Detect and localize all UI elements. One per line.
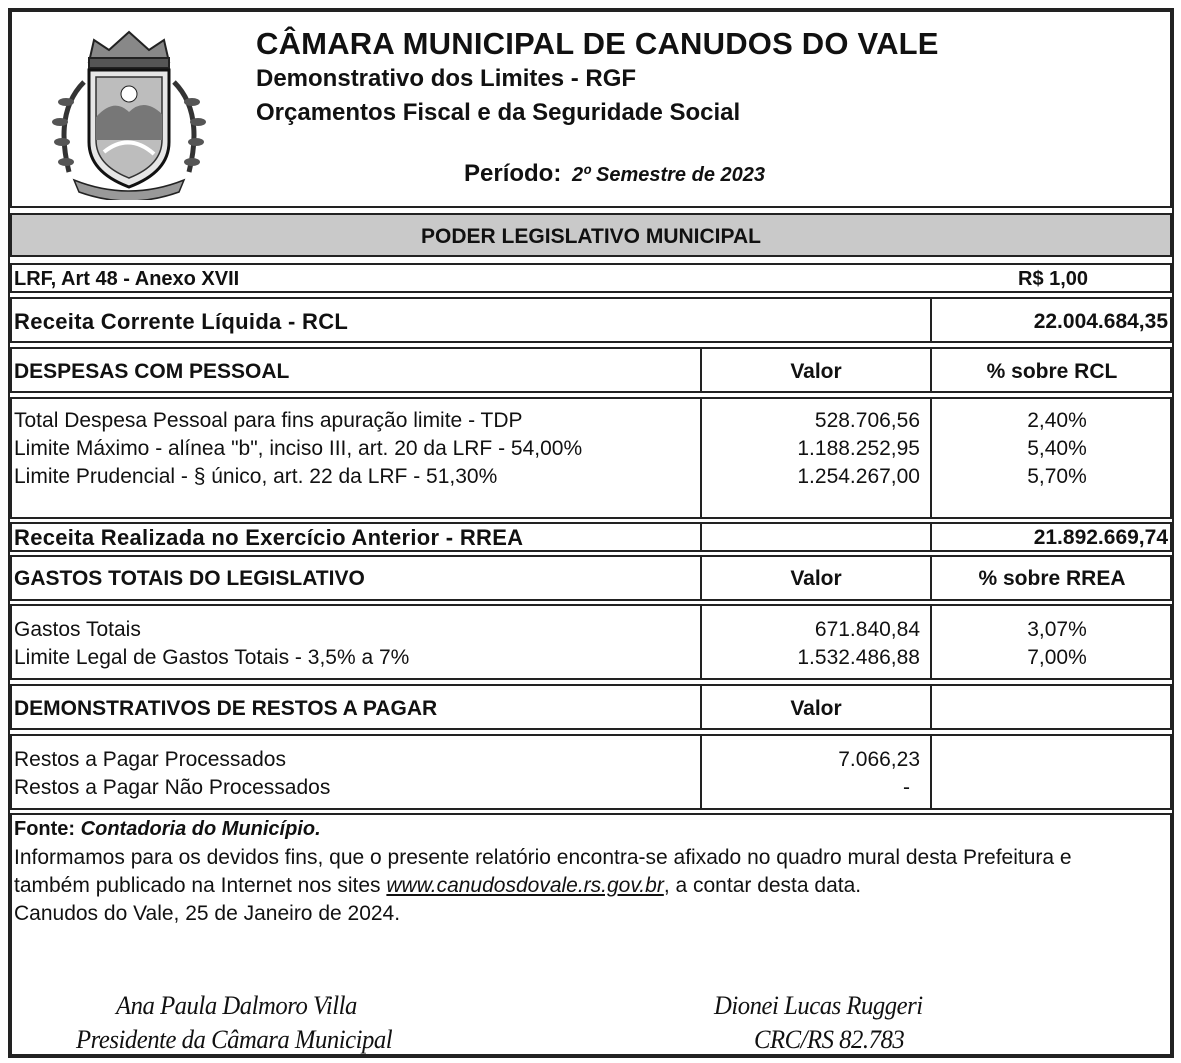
header-section [10,10,1172,208]
restos-data-block [10,734,1172,810]
section-band-title: PODER LEGISLATIVO MUNICIPAL [421,225,761,248]
source-value: Contadoria do Município. [80,818,321,840]
right-signature-role: CRC/RS 82.783 [754,1025,905,1054]
restos-row-2-label: Restos a Pagar Não Processados [14,776,331,799]
period-line [464,160,765,188]
gastos-row-2-pct: 7,00% [1027,646,1087,669]
pessoal-row-1-pct: 2,40% [1027,409,1087,432]
pessoal-data-block [10,397,1172,519]
note-line-1: Informamos para os devidos fins, que o presente relatório encontra-se afixado no quadro mural desta Prefeitura e [14,846,1072,869]
note-line-2-pre: também publicado na Internet nos sites [14,874,381,897]
pessoal-row-2-label: Limite Máximo - alínea "b", inciso III, art. 20 da LRF - 54,00% [14,437,583,460]
period-label: Período: [464,160,562,187]
budget-subtitle: Orçamentos Fiscal e da Seguridade Social [256,99,741,126]
gastos-data-block [10,604,1172,680]
pessoal-row-1-value: 528.706,56 [814,409,920,432]
pessoal-row-2-value: 1.188.252,95 [797,437,920,460]
section-band [10,213,1172,257]
note-line-2 [14,874,861,898]
gastos-row-1-value: 671.840,84 [814,618,920,641]
gastos-row-2-value: 1.532.486,88 [797,646,920,669]
restos-header-label: DEMONSTRATIVOS DE RESTOS A PAGAR [14,697,438,720]
restos-row-1-value: 7.066,23 [838,748,920,771]
right-signature-name: Dionei Lucas Ruggeri [714,991,923,1020]
website-link[interactable]: www.canudosdovale.rs.gov.br [386,874,664,897]
pessoal-col-value: Valor [790,360,842,383]
gastos-header-row [10,555,1172,601]
footer-section [10,813,1172,1056]
gastos-col-pct: % sobre RREA [978,567,1126,590]
gastos-row-1-pct: 3,07% [1027,618,1087,641]
gastos-row-1-label: Gastos Totais [14,618,141,641]
report-subtitle: Demonstrativo dos Limites - RGF [256,65,637,92]
currency-unit: R$ 1,00 [1018,268,1089,290]
rcl-value: 22.004.684,35 [1033,310,1168,333]
gastos-header-label: GASTOS TOTAIS DO LEGISLATIVO [14,567,365,590]
restos-row-2-value: - [903,776,910,799]
source-line [14,818,321,841]
pessoal-col-pct: % sobre RCL [986,360,1118,383]
restos-header-row [10,684,1172,730]
pessoal-row-3-label: Limite Prudencial - § único, art. 22 da LRF - 51,30% [14,465,498,488]
restos-col-value: Valor [790,697,842,720]
pessoal-row-1-label: Total Despesa Pessoal para fins apuração limite - TDP [14,409,523,432]
left-signature-role: Presidente da Câmara Municipal [76,1025,393,1054]
period-value: 2º Semestre de 2023 [572,164,766,186]
municipal-coat-of-arms-icon [34,22,224,200]
rrea-label: Receita Realizada no Exercício Anterior - RREA [14,525,524,550]
rcl-row [10,297,1172,343]
gastos-row-2-label: Limite Legal de Gastos Totais - 3,5% a 7% [14,646,410,669]
rcl-label: Receita Corrente Líquida - RCL [14,309,349,334]
lrf-label: LRF, Art 48 - Anexo XVII [14,268,240,290]
page-title: CÂMARA MUNICIPAL DE CANUDOS DO VALE [256,26,939,61]
pessoal-header-label: DESPESAS COM PESSOAL [14,360,290,383]
place-date: Canudos do Vale, 25 de Janeiro de 2024. [14,902,401,925]
rrea-value: 21.892.669,74 [1033,526,1168,549]
pessoal-row-3-value: 1.254.267,00 [797,465,920,488]
rrea-row [10,522,1172,552]
lrf-row [10,263,1172,293]
gastos-col-value: Valor [790,567,842,590]
left-signature-name: Ana Paula Dalmoro Villa [116,991,357,1020]
pessoal-header-row [10,347,1172,393]
note-line-2-post: , a contar desta data. [663,874,862,897]
restos-row-1-label: Restos a Pagar Processados [14,748,286,771]
source-label: Fonte: [14,818,76,840]
pessoal-row-2-pct: 5,40% [1027,437,1087,460]
pessoal-row-3-pct: 5,70% [1027,465,1087,488]
